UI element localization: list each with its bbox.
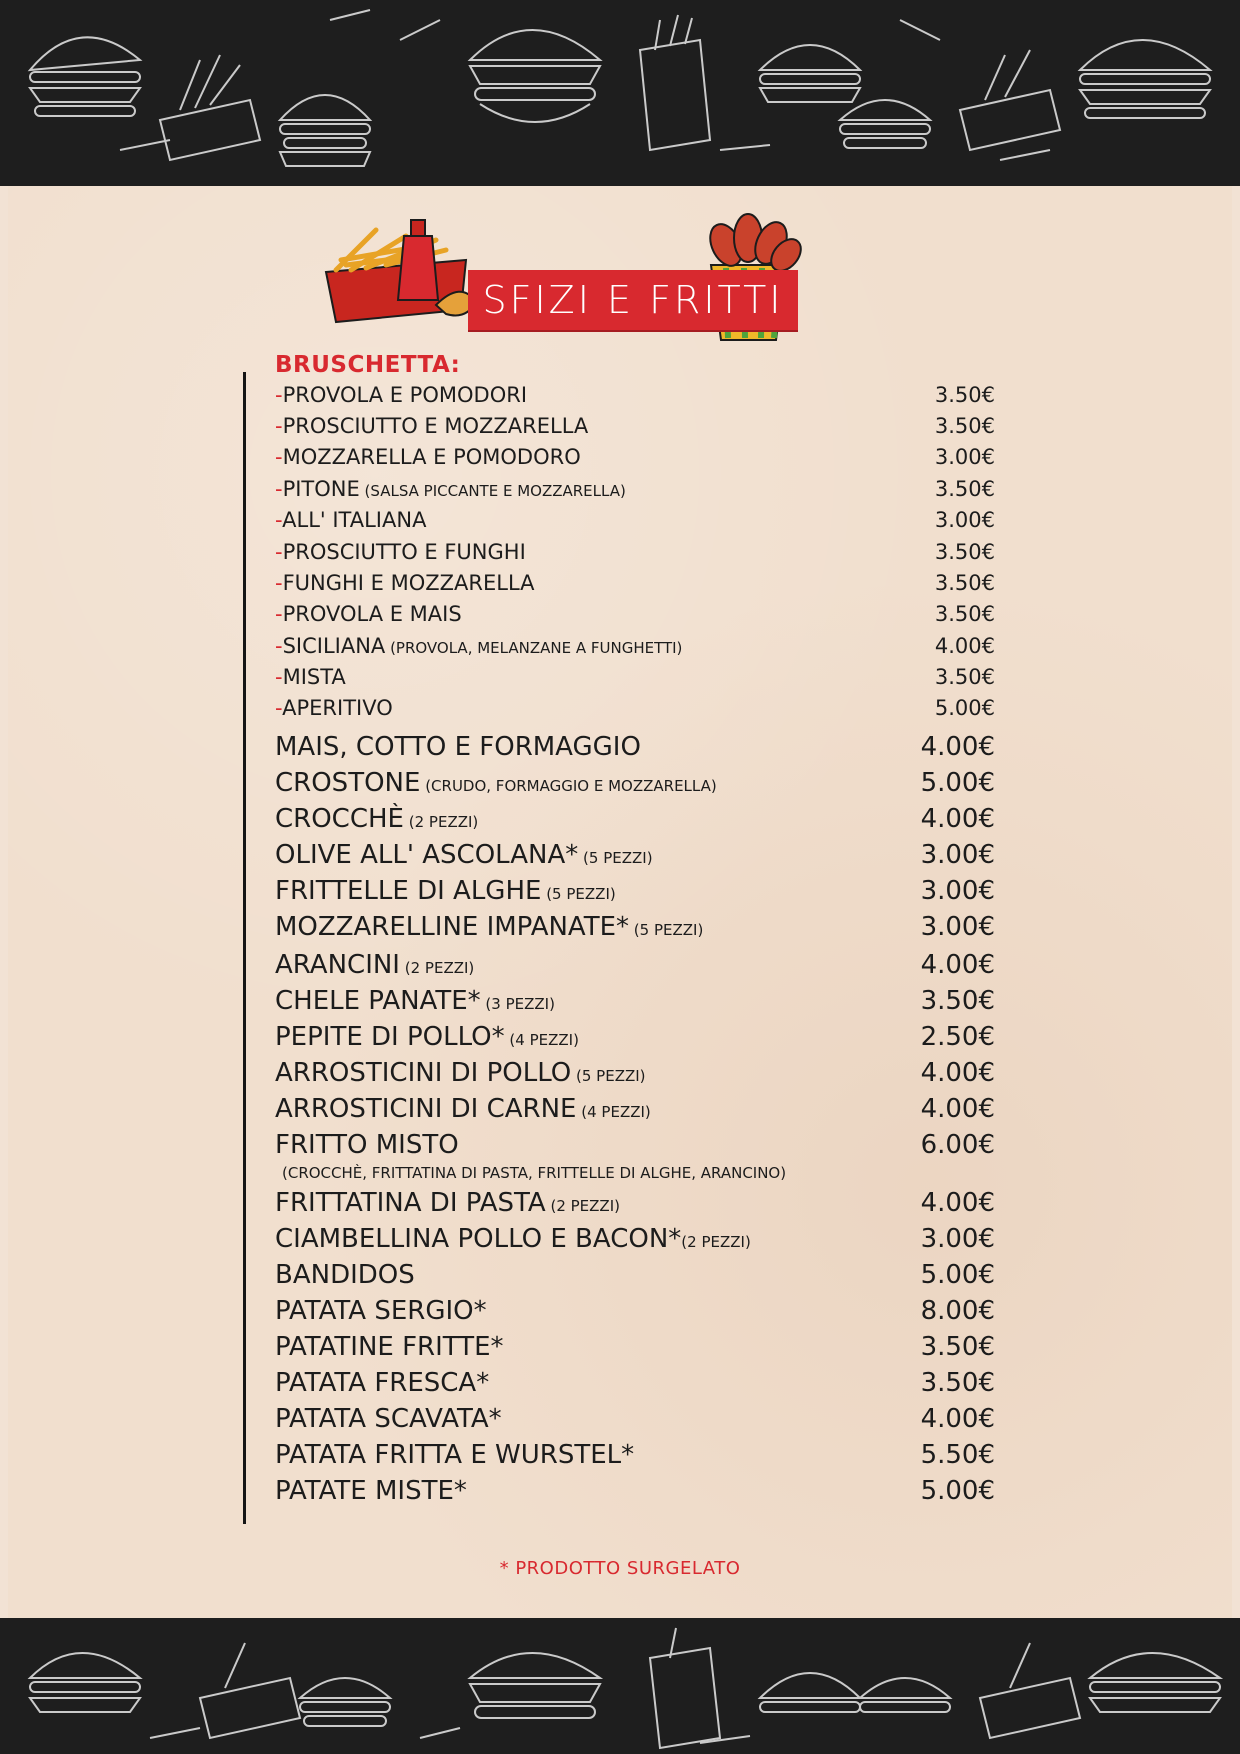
item-price: 4.00€ — [920, 1404, 995, 1434]
menu-paper — [8, 186, 1232, 1618]
item-label: CROSTONE — [275, 768, 421, 798]
item-label: ARANCINI — [275, 950, 400, 980]
item-dash: - — [275, 383, 283, 407]
item-note: (2 PEZZI) — [399, 959, 475, 977]
item-price: 3.50€ — [934, 414, 995, 438]
item-name — [275, 1368, 489, 1398]
item-label: PATATINE FRITTE* — [275, 1332, 504, 1362]
item-name — [275, 950, 474, 980]
item-name — [275, 383, 527, 407]
item-price: 8.00€ — [920, 1296, 995, 1326]
item-price: 2.50€ — [920, 1022, 995, 1052]
item-dash: - — [275, 445, 283, 469]
item-label: ALL' ITALIANA — [282, 508, 427, 532]
item-note: (2 PEZZI) — [681, 1233, 751, 1251]
item-dash: - — [275, 696, 283, 720]
item-label: SICILIANA — [282, 634, 386, 658]
item-price: 3.50€ — [934, 602, 995, 626]
item-price: 3.50€ — [920, 1368, 995, 1398]
item-price: 3.50€ — [934, 383, 995, 407]
item-name — [275, 540, 526, 564]
item-note: (5 PEZZI) — [541, 885, 616, 903]
item-name — [275, 986, 555, 1016]
item-name — [275, 571, 535, 595]
item-name — [275, 1094, 651, 1124]
item-label: MAIS, COTTO E FORMAGGIO — [275, 732, 641, 762]
item-label: ARROSTICINI DI CARNE — [275, 1094, 577, 1124]
item-label: CIAMBELLINA POLLO E BACON* — [275, 1224, 682, 1254]
item-price: 5.00€ — [920, 1260, 995, 1290]
item-dash: - — [275, 602, 283, 626]
item-price: 4.00€ — [934, 634, 995, 658]
item-dash: - — [275, 477, 283, 501]
item-name — [275, 602, 462, 626]
ketchup-bottle-icon — [398, 220, 438, 300]
item-name — [275, 1404, 502, 1434]
item-label: ARROSTICINI DI POLLO — [275, 1058, 572, 1088]
item-price: 5.00€ — [934, 696, 995, 720]
item-price: 6.00€ — [920, 1130, 995, 1160]
item-label: PROVOLA E POMODORI — [282, 383, 528, 407]
item-name — [275, 1188, 620, 1218]
item-name — [275, 1476, 467, 1506]
item-dash: - — [275, 508, 283, 532]
vertical-divider — [243, 372, 246, 1524]
item-price: 4.00€ — [920, 732, 995, 762]
item-name — [275, 1332, 504, 1362]
item-name — [275, 1058, 646, 1088]
item-name — [275, 912, 703, 942]
item-price: 4.00€ — [920, 950, 995, 980]
item-price: 3.00€ — [920, 840, 995, 870]
item-note: (2 PEZZI) — [403, 813, 479, 831]
item-label: PROSCIUTTO E FUNGHI — [282, 540, 526, 564]
item-name — [275, 1296, 487, 1326]
item-dash: - — [275, 665, 283, 689]
item-note: (PROVOLA, MELANZANE A FUNGHETTI) — [385, 639, 683, 657]
item-price: 3.00€ — [934, 445, 995, 469]
item-label: FRITTO MISTO — [275, 1130, 459, 1160]
item-label: BANDIDOS — [275, 1260, 415, 1290]
item-label: PATATA SCAVATA* — [275, 1404, 502, 1434]
item-label: CROCCHÈ — [275, 804, 404, 834]
item-name — [275, 804, 478, 834]
top-decorative-band — [0, 0, 1240, 186]
item-name — [275, 696, 393, 720]
category-banner — [468, 270, 798, 330]
item-label: FUNGHI E MOZZARELLA — [282, 571, 535, 595]
frozen-product-note: * PRODOTTO SURGELATO — [499, 1558, 741, 1579]
item-label: MOZZARELLINE IMPANATE* — [275, 912, 630, 942]
item-price: 4.00€ — [920, 1188, 995, 1218]
burger-pattern-icon — [0, 1618, 1240, 1754]
item-name — [275, 508, 426, 532]
item-name — [275, 1022, 579, 1052]
item-name — [275, 732, 641, 762]
item-note: (SALSA PICCANTE E MOZZARELLA) — [359, 482, 626, 500]
item-price: 3.50€ — [934, 665, 995, 689]
item-name — [275, 1260, 415, 1290]
item-label: PROVOLA E MAIS — [282, 602, 462, 626]
item-name — [275, 1440, 634, 1470]
item-price: 3.50€ — [920, 1332, 995, 1362]
item-price: 3.00€ — [934, 508, 995, 532]
item-note: (3 PEZZI) — [480, 995, 555, 1013]
section-title: BRUSCHETTA: — [275, 352, 461, 378]
item-label: CHELE PANATE* — [275, 986, 481, 1016]
item-label: PEPITE DI POLLO* — [275, 1022, 505, 1052]
item-price: 3.50€ — [934, 477, 995, 501]
item-note: (4 PEZZI) — [504, 1031, 579, 1049]
item-name — [275, 1130, 459, 1160]
item-note: (5 PEZZI) — [578, 849, 653, 867]
item-label: PATATA FRESCA* — [275, 1368, 490, 1398]
bottom-decorative-band — [0, 1618, 1240, 1754]
item-dash: - — [275, 571, 283, 595]
item-price: 3.50€ — [920, 986, 995, 1016]
item-name — [275, 840, 653, 870]
item-label: OLIVE ALL' ASCOLANA* — [275, 840, 579, 870]
item-label: FRITTATINA DI PASTA — [275, 1188, 546, 1218]
item-name — [275, 1224, 751, 1254]
item-price: 3.00€ — [920, 876, 995, 906]
item-price: 5.00€ — [920, 1476, 995, 1506]
item-dash: - — [275, 414, 283, 438]
burger-pattern-icon — [0, 0, 1240, 186]
item-name — [275, 634, 682, 658]
item-price: 5.50€ — [920, 1440, 995, 1470]
item-dash: - — [275, 540, 283, 564]
item-note: (5 PEZZI) — [629, 921, 704, 939]
item-name — [275, 445, 581, 469]
item-label: MOZZARELLA E POMODORO — [282, 445, 581, 469]
item-label: MISTA — [282, 665, 346, 689]
item-label: PATATA SERGIO* — [275, 1296, 487, 1326]
item-name — [275, 414, 588, 438]
item-name — [275, 876, 616, 906]
item-label: PATATE MISTE* — [275, 1476, 467, 1506]
item-price: 4.00€ — [920, 804, 995, 834]
item-price: 4.00€ — [920, 1058, 995, 1088]
item-label: APERITIVO — [282, 696, 393, 720]
item-note: (CRUDO, FORMAGGIO E MOZZARELLA) — [420, 777, 717, 795]
item-price: 3.50€ — [934, 571, 995, 595]
item-note: (5 PEZZI) — [571, 1067, 646, 1085]
item-note: (2 PEZZI) — [545, 1197, 620, 1215]
category-title: SFIZI E FRITTI — [482, 278, 784, 322]
item-label: FRITTELLE DI ALGHE — [275, 876, 542, 906]
item-dash: - — [275, 634, 283, 658]
item-label: PROSCIUTTO E MOZZARELLA — [282, 414, 589, 438]
item-label: PITONE — [282, 477, 360, 501]
item-price: 3.00€ — [920, 912, 995, 942]
item-note: (4 PEZZI) — [576, 1103, 651, 1121]
item-price: 5.00€ — [920, 768, 995, 798]
item-label: PATATA FRITTA E WURSTEL* — [275, 1440, 635, 1470]
item-price: 3.00€ — [920, 1224, 995, 1254]
item-price: 3.50€ — [934, 540, 995, 564]
fritto-misto-description: (CROCCHÈ, FRITTATINA DI PASTA, FRITTELLE DI ALGHE, ARANCINO) — [282, 1164, 787, 1182]
item-name — [275, 477, 626, 501]
item-name — [275, 768, 717, 798]
item-price: 4.00€ — [920, 1094, 995, 1124]
item-name — [275, 665, 346, 689]
